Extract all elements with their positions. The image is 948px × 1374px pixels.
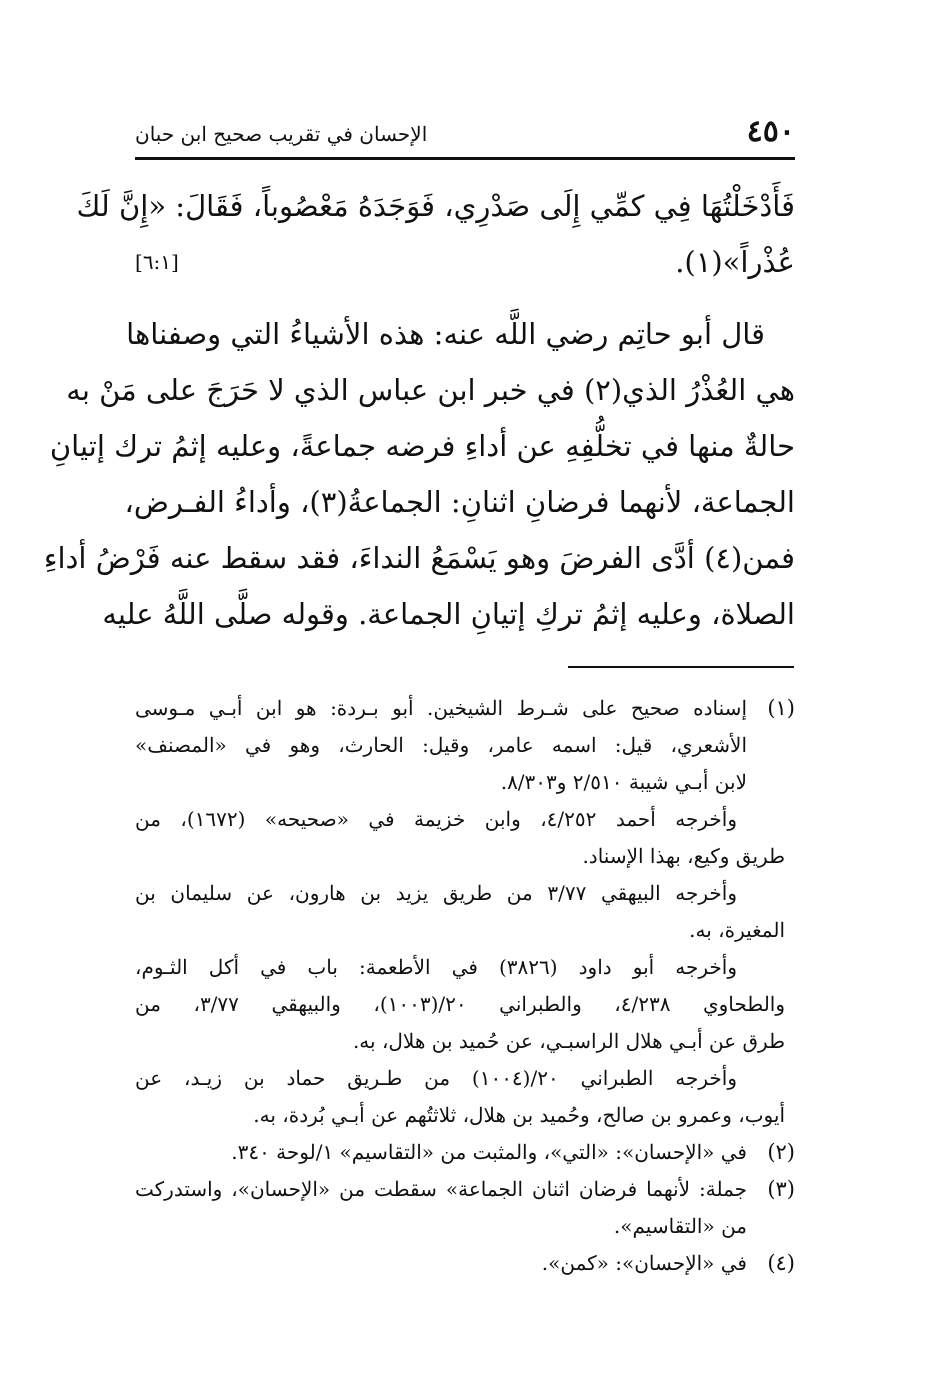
reference-tag: [٦:١] — [135, 250, 179, 274]
footnote-1-continued — [135, 949, 795, 1060]
footnote-rule — [568, 666, 794, 668]
footnote-line: وأخرجه أحمد ٤/٢٥٢، وابن خزيمة في «صحيحه» (١٦٧٢)، من — [135, 807, 737, 831]
footnote-line: إسناده صحيح على شـرط الشيخين. أبو بـردة: هو ابن أبـي مـوسى — [135, 696, 747, 720]
footnote-1-continued — [135, 1060, 795, 1134]
text-line: هي العُذْرُ الذي(٢) في خبر ابن عباس الذي لا حَرَجَ على مَنْ به — [66, 373, 795, 407]
footnote-body — [135, 690, 747, 801]
text-line: عُذْراً»(١). — [675, 245, 795, 279]
header-rule — [135, 157, 795, 160]
page-header — [135, 112, 795, 152]
text-line: حالةٌ منها في تخلُّفِهِ عن أداءِ فرضه جماعةً، وعليه إثمُ ترك إتيانِ — [49, 429, 795, 463]
footnote-line: جملة: لأنهما فرضان اثنان الجماعة» سقطت من «الإحسان»، واستدركت — [135, 1177, 747, 1201]
footnote-body — [135, 875, 785, 949]
main-text — [43, 178, 795, 642]
paragraph-gap — [135, 290, 795, 306]
text-line: الجماعة، لأنهما فرضانِ اثنانِ: الجماعةُ(٣)، وأداءُ الفـرض، — [124, 485, 795, 519]
footnote-body — [135, 1134, 747, 1171]
footnote-body — [135, 1060, 785, 1134]
footnote-line: لابن أبـي شيبة ٢/٥١٠ و٨/٣٠٣. — [500, 770, 747, 794]
footnote-3 — [135, 1171, 795, 1245]
footnote-line: أيوب، وعمرو بن صالح، وحُميد بن هلال، ثلاثتُهم عن أبـي بُردة، به. — [253, 1103, 785, 1127]
running-title: الإحسان في تقريب صحيح ابن حبان — [135, 122, 428, 146]
footnotes — [135, 690, 795, 1282]
footnote-body — [135, 801, 785, 875]
footnote-2 — [135, 1134, 795, 1171]
footnote-number: (١) — [767, 696, 795, 720]
text-line: فَأَدْخَلْتُهَا فِي كمِّي إِلَى صَدْرِي، فَوَجَدَهُ مَعْصُوباً، فَقَالَ: «إِنَّ لَكَ — [76, 189, 795, 223]
footnote-line: وأخرجه أبو داود (٣٨٢٦) في الأطعمة: باب في أكل الثـوم، — [135, 955, 737, 979]
text-line: فمن(٤) أدَّى الفرضَ وهو يَسْمَعُ النداءَ، فقد سقط عنه فَرْضُ أداءِ — [43, 541, 795, 575]
footnote-body — [135, 1245, 747, 1282]
page-number: ٤٥٠ — [746, 114, 795, 149]
footnote-1-continued — [135, 801, 795, 875]
text-line: قال أبو حاتِم رضي اللَّه عنه: هذه الأشياءُ التي وصفناها — [126, 317, 765, 351]
text-line: الصلاة، وعليه إثمُ تركِ إتيانِ الجماعة. وقوله صلَّى اللَّهُ عليه — [102, 597, 795, 631]
footnote-number: (٣) — [767, 1177, 795, 1201]
footnote-number: (٤) — [767, 1251, 795, 1275]
footnote-line: طرق عن أبـي هلال الراسبـي، عن حُميد بن هلال، به. — [352, 1029, 785, 1053]
footnote-line: وأخرجه البيهقي ٣/٧٧ من طريق يزيد بن هارون، عن سليمان بن — [135, 881, 738, 905]
footnote-line: والطحاوي ٤/٢٣٨، والطبراني ٢٠/(١٠٠٣)، والبيهقي ٣/٧٧، من — [135, 992, 786, 1016]
footnote-line: في «الإحسان»: «كمن». — [541, 1251, 747, 1275]
footnote-line: الأشعري، قيل: اسمه عامر، وقيل: الحارث، وهو في «المصنف» — [135, 733, 747, 757]
footnote-1-continued — [135, 875, 795, 949]
footnote-line: المغيرة، به. — [689, 918, 785, 942]
footnote-1 — [135, 690, 795, 801]
footnote-body — [135, 1171, 747, 1245]
footnote-line: من «التقاسيم». — [613, 1214, 747, 1238]
text-line-with-reference — [135, 234, 795, 290]
footnote-line: في «الإحسان»: «التي»، والمثبت من «التقاسيم» ١/لوحة ٣٤٠. — [231, 1140, 747, 1164]
footnote-body — [135, 949, 786, 1060]
footnote-line: وأخرجه الطبراني ٢٠/(١٠٠٤) من طـريق حماد بن زيـد، عن — [135, 1066, 737, 1090]
footnote-line: طريق وكيع، بهذا الإسناد. — [582, 844, 785, 868]
footnote-4 — [135, 1245, 795, 1282]
footnote-number: (٢) — [767, 1140, 795, 1164]
